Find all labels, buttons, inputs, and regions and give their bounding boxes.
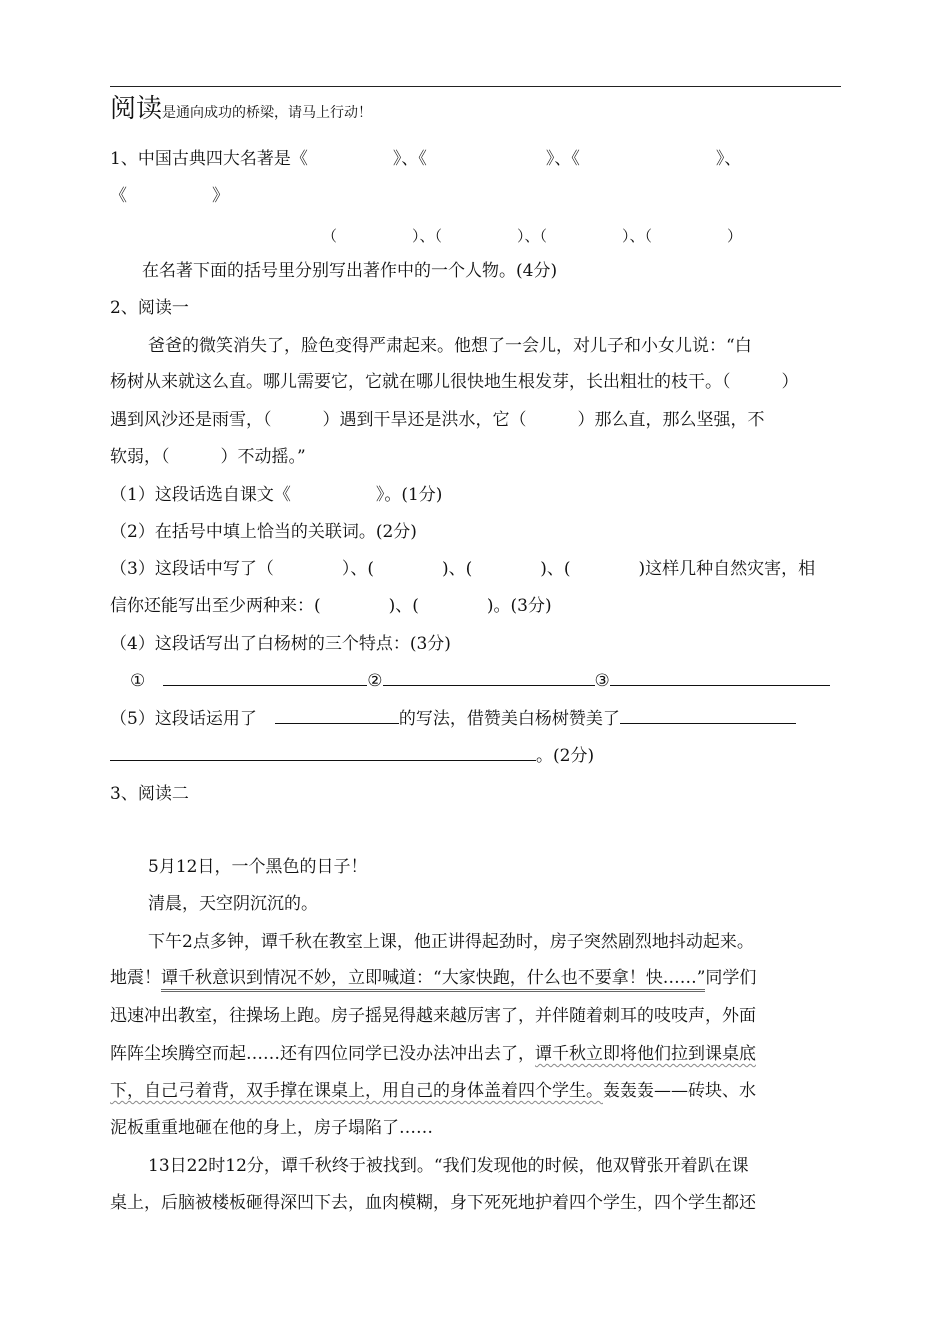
header-subtitle: 是通向成功的桥梁，请马上行动！ — [162, 105, 373, 121]
q2-para-4: 软弱，（ ）不动摇。” — [110, 447, 306, 467]
q2-trait-row — [130, 669, 830, 693]
q2-sub-5-text-a: （5）这段话运用了 — [110, 709, 257, 729]
q3-line-9: 13日22时12分，谭千秋终于被找到。“我们发现他的时候，他双臂张开着趴在课 — [148, 1156, 749, 1176]
q2-title: 2、阅读一 — [110, 298, 189, 318]
q1-line-3: （ ）、（ ）、（ ）、（ ） — [322, 227, 743, 245]
q2-sub-3b: 信你还能写出至少两种来：( )、( )。(3分) — [110, 596, 552, 616]
q3-line-7 — [110, 1079, 756, 1103]
trait-marker-1: ① — [130, 671, 146, 691]
q1-line-2: 《 》 — [110, 186, 229, 206]
q3-line-4a: 地震！ — [110, 968, 161, 988]
trait-blank-3[interactable] — [610, 685, 830, 686]
praised-blank[interactable] — [620, 723, 796, 724]
q2-sub-5-text-b: 的写法，借赞美白杨树赞美了 — [398, 709, 620, 729]
praised-blank-cont[interactable] — [110, 760, 536, 761]
q3-line-2: 清晨，天空阴沉沉的。 — [148, 894, 318, 914]
q3-line-6 — [110, 1042, 756, 1066]
q2-sub-5-cont — [110, 744, 594, 768]
trait-marker-3: ③ — [594, 671, 610, 691]
q2-para-3: 遇到风沙还是雨雪，（ ）遇到干旱还是洪水，它（ ）那么直，那么坚强，不 — [110, 410, 765, 430]
q1-line-4: 在名著下面的括号里分别写出著作中的一个人物。(4分) — [142, 261, 558, 281]
q2-para-1: 爸爸的微笑消失了，脸色变得严肃起来。他想了一会儿，对儿子和小女儿说：“白 — [148, 336, 752, 356]
q3-line-10: 桌上，后脑被楼板砸得深凹下去，血肉模糊，身下死死地护着四个学生，四个学生都还 — [110, 1193, 756, 1213]
q2-sub-2: （2）在括号中填上恰当的关联词。(2分) — [110, 522, 417, 542]
q3-line-5: 迅速冲出教室，往操场上跑。房子摇晃得越来越厉害了，并伴随着刺耳的吱吱声，外面 — [110, 1006, 756, 1026]
q2-sub-5-text-c: 。(2分) — [536, 746, 595, 766]
q3-title: 3、阅读二 — [110, 784, 189, 804]
q2-sub-5 — [110, 707, 796, 731]
q3-line-8: 泥板重重地砸在他的身上，房子塌陷了…… — [110, 1118, 433, 1138]
trait-marker-2: ② — [367, 671, 383, 691]
q3-underlined-quote: 谭千秋意识到情况不妙，立即喊道：“大家快跑，什么也不要拿！快……” — [161, 968, 705, 992]
trait-blank-1[interactable] — [163, 685, 367, 686]
q3-wavy-underline-1: 谭千秋立即将他们拉到课桌底 — [535, 1044, 756, 1064]
header-title: 阅读 — [110, 94, 163, 124]
q3-line-4c: 同学们 — [705, 968, 757, 988]
q3-line-6a: 阵阵尘埃腾空而起……还有四位同学已没办法冲出去了， — [110, 1044, 535, 1064]
page-header — [110, 92, 372, 130]
q3-line-3: 下午2点多钟，谭千秋在教室上课，他正讲得起劲时，房子突然剧烈地抖动起来。 — [148, 932, 754, 952]
q2-sub-3a: （3）这段话中写了（ ）、( )、( )、( )这样几种自然灾害，相 — [110, 559, 816, 579]
q2-para-2: 杨树从来就这么直。哪儿需要它，它就在哪儿很快地生根发芽，长出粗壮的枝干。（ ） — [110, 372, 799, 392]
q2-sub-4: （4）这段话写出了白杨树的三个特点：(3分) — [110, 634, 451, 654]
q1-line-1: 1、中国古典四大名著是《 》、《 》、《 》、 — [110, 149, 742, 169]
q3-line-4 — [110, 966, 756, 990]
method-blank[interactable] — [275, 723, 399, 724]
header-rule — [110, 86, 841, 87]
q3-line-1: 5月12日，一个黑色的日子！ — [148, 857, 368, 877]
q3-wavy-underline-2: 下，自己弓着背，双手撑在课桌上，用自己的身体盖着四个学生。 — [110, 1081, 603, 1101]
trait-blank-2[interactable] — [383, 685, 595, 686]
q3-line-7b: 轰轰轰——砖块、水 — [603, 1081, 756, 1101]
q2-sub-1: （1）这段话选自课文《 》。(1分) — [110, 485, 443, 505]
